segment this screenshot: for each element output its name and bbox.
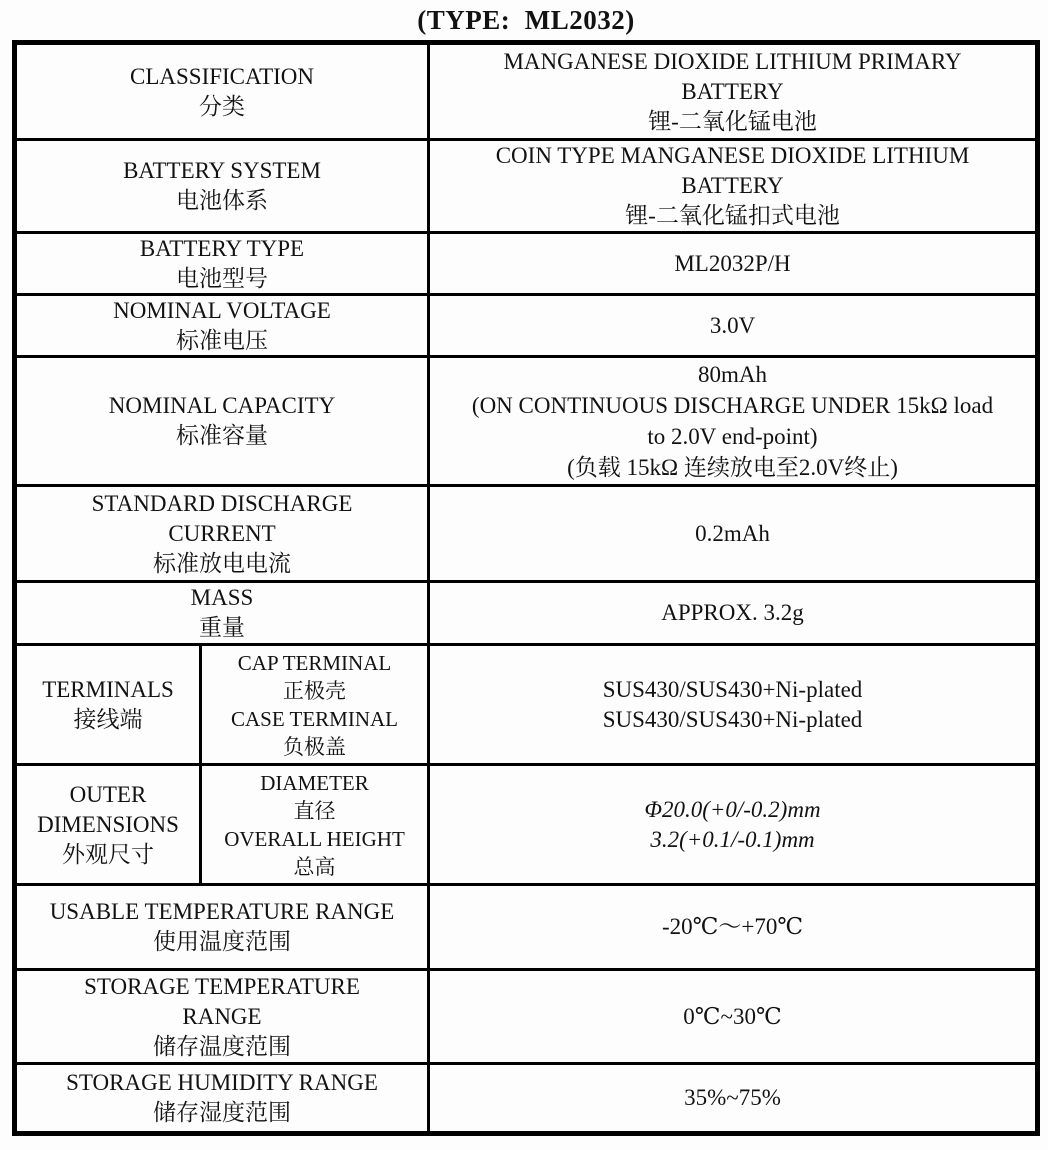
value-line: COIN TYPE MANGANESE DIOXIDE LITHIUM bbox=[495, 143, 970, 168]
label-line-zh: 储存温度范围 bbox=[153, 1033, 291, 1059]
sub-label-line: CASE TERMINAL bbox=[230, 706, 399, 731]
row-value-cell bbox=[430, 583, 1035, 643]
label-line-en: RANGE bbox=[182, 1003, 262, 1029]
value-line: 锂-二氧化锰扣式电池 bbox=[625, 203, 840, 228]
row-label-cell bbox=[17, 583, 430, 643]
sub-label-cell bbox=[202, 766, 430, 883]
label-line-en: BATTERY SYSTEM bbox=[123, 158, 321, 183]
label-line-en: DIMENSIONS bbox=[37, 811, 179, 837]
label-line-en: NOMINAL VOLTAGE bbox=[113, 297, 331, 323]
label-line-en: STORAGE HUMIDITY RANGE bbox=[66, 1070, 378, 1095]
table-row-nominal-capacity bbox=[17, 358, 1035, 487]
row-label-cell bbox=[17, 766, 202, 883]
label-line-zh: 使用温度范围 bbox=[153, 929, 291, 954]
table-row-terminals bbox=[17, 646, 1035, 766]
value-line: 35%~75% bbox=[684, 1085, 781, 1110]
value-line: -20℃～+70℃ bbox=[661, 914, 804, 939]
row-label-cell bbox=[17, 971, 430, 1062]
value-line: 0.2mAh bbox=[695, 520, 770, 546]
table-row-nominal-voltage bbox=[17, 296, 1035, 358]
label-line-zh: 接线端 bbox=[73, 706, 143, 732]
label-line-zh: 分类 bbox=[199, 93, 245, 119]
label-line-en: STORAGE TEMPERATURE bbox=[84, 973, 360, 999]
value-line: 80mAh bbox=[698, 362, 767, 387]
label-line-zh: 标准放电电流 bbox=[153, 550, 291, 576]
value-line: BATTERY bbox=[681, 78, 784, 104]
value-line: APPROX. 3.2g bbox=[661, 600, 804, 625]
sub-label-line: 总高 bbox=[293, 854, 336, 879]
label-line-en: MASS bbox=[190, 585, 254, 610]
label-line-zh: 储存湿度范围 bbox=[153, 1100, 291, 1125]
value-line: ML2032P/H bbox=[674, 250, 791, 276]
label-line-en: BATTERY TYPE bbox=[139, 235, 305, 261]
sub-label-line: 负极盖 bbox=[283, 734, 346, 759]
row-value-cell bbox=[430, 296, 1035, 355]
table-row-storage-humidity-range bbox=[17, 1065, 1035, 1131]
table-row-usable-temperature-range bbox=[17, 886, 1035, 971]
label-line-en: OUTER bbox=[69, 781, 147, 807]
value-line: to 2.0V end-point) bbox=[647, 424, 818, 449]
sub-label-cell bbox=[202, 646, 430, 763]
sub-label-line: DIAMETER bbox=[260, 770, 369, 795]
table-row-mass bbox=[17, 583, 1035, 646]
value-line: SUS430/SUS430+Ni-plated bbox=[602, 676, 863, 702]
label-line-zh: 电池体系 bbox=[176, 188, 268, 213]
row-label-cell bbox=[17, 45, 430, 138]
label-line-en: TERMINALS bbox=[42, 676, 174, 702]
value-line: (ON CONTINUOUS DISCHARGE UNDER 15kΩ load bbox=[471, 393, 994, 418]
label-line-en: USABLE TEMPERATURE RANGE bbox=[49, 899, 395, 924]
sub-label-line: 直径 bbox=[293, 798, 336, 823]
row-value-cell bbox=[430, 45, 1035, 138]
label-line-en: CLASSIFICATION bbox=[129, 63, 315, 89]
table-row-classification bbox=[17, 45, 1035, 141]
value-line: 0℃~30℃ bbox=[683, 1003, 782, 1029]
label-line-zh: 标准容量 bbox=[176, 423, 268, 448]
label-line-zh: 标准电压 bbox=[176, 327, 268, 353]
table-row-standard-discharge-current bbox=[17, 487, 1035, 583]
row-label-cell bbox=[17, 487, 430, 580]
sub-label-line: OVERALL HEIGHT bbox=[224, 826, 405, 851]
value-line: 锂-二氧化锰电池 bbox=[648, 108, 817, 134]
row-value-cell bbox=[430, 1065, 1035, 1131]
row-value-cell bbox=[430, 886, 1035, 968]
row-value-cell bbox=[430, 234, 1035, 293]
label-line-en: STANDARD DISCHARGE bbox=[91, 490, 353, 516]
doc-title: (TYPE: ML2032) bbox=[417, 5, 635, 35]
row-value-cell bbox=[430, 141, 1035, 231]
value-line: Φ20.0(+0/-0.2)mm bbox=[644, 796, 821, 822]
row-value-cell bbox=[430, 487, 1035, 580]
row-label-cell bbox=[17, 646, 202, 763]
row-label-cell bbox=[17, 296, 430, 355]
sub-label-line: 正极壳 bbox=[283, 678, 346, 703]
table-row-battery-type bbox=[17, 234, 1035, 296]
row-value-cell bbox=[430, 646, 1035, 763]
label-line-en: CURRENT bbox=[168, 520, 276, 546]
value-line: SUS430/SUS430+Ni-plated bbox=[602, 706, 863, 732]
row-label-cell bbox=[17, 886, 430, 968]
row-value-cell bbox=[430, 358, 1035, 484]
row-label-cell bbox=[17, 234, 430, 293]
sub-label-line: CAP TERMINAL bbox=[237, 650, 392, 675]
value-line: MANGANESE DIOXIDE LITHIUM PRIMARY bbox=[503, 48, 962, 74]
row-label-cell bbox=[17, 141, 430, 231]
row-value-cell bbox=[430, 971, 1035, 1062]
value-line: BATTERY bbox=[681, 173, 784, 198]
table-row-storage-temperature-range bbox=[17, 971, 1035, 1065]
value-line: 3.0V bbox=[709, 312, 756, 338]
value-line: (负载 15kΩ 连续放电至2.0V终止) bbox=[567, 455, 898, 480]
row-label-cell bbox=[17, 358, 430, 484]
table-row-battery-system bbox=[17, 141, 1035, 234]
row-value-cell bbox=[430, 766, 1035, 883]
value-line: 3.2(+0.1/-0.1)mm bbox=[650, 826, 815, 852]
label-line-zh: 重量 bbox=[199, 615, 245, 640]
row-label-cell bbox=[17, 1065, 430, 1131]
label-line-en: NOMINAL CAPACITY bbox=[108, 393, 336, 418]
label-line-zh: 外观尺寸 bbox=[62, 841, 154, 867]
table-row-outer-dimensions bbox=[17, 766, 1035, 886]
label-line-zh: 电池型号 bbox=[176, 265, 268, 291]
spec-table bbox=[12, 40, 1040, 1136]
